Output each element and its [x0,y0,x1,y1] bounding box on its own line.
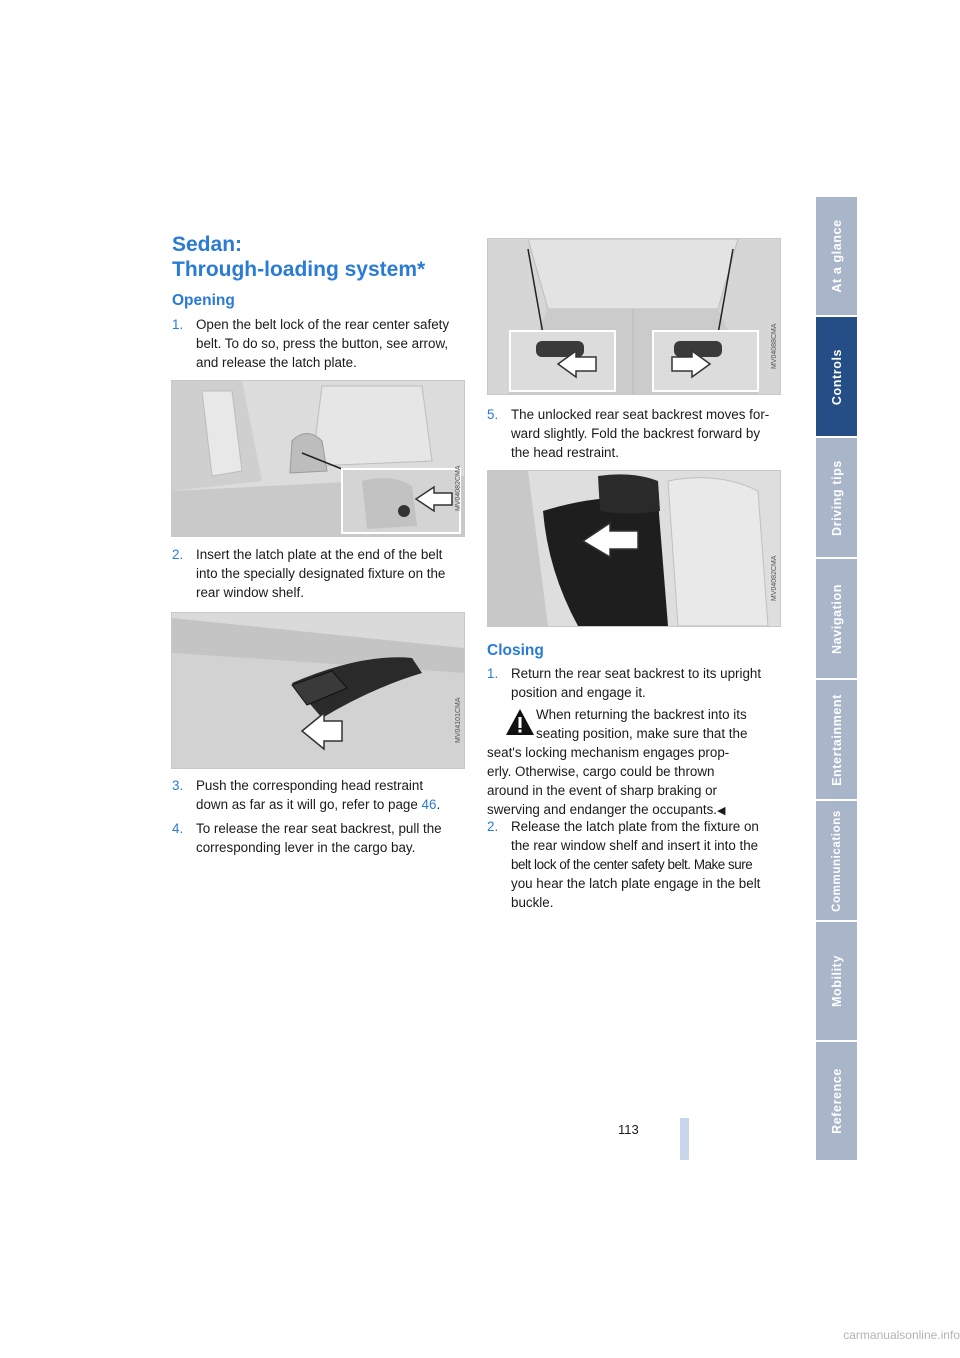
warning-line: When returning the backrest into its [536,707,747,722]
step-line: the rear window shelf and insert it into the [511,838,759,853]
step-1 [172,315,472,372]
watermark: carmanualsonline.info [843,1328,960,1342]
step-text [196,315,449,372]
tab-label: Communications [830,809,843,912]
tab-label: Reference [829,1068,844,1134]
step-line: rear window shelf. [196,585,304,600]
warning-line: around in the event of sharp braking or [487,783,718,798]
warning-line: erly. Otherwise, cargo could be thrown [487,764,715,779]
tab-reference[interactable] [816,1042,857,1160]
figure-code: MV04088CMA [771,323,778,369]
step-line: belt. To do so, press the button, see arrow, [196,336,449,351]
step-line: To release the rear seat backrest, pull the [196,821,442,836]
warning-line: seating position, make sure that the [536,726,748,741]
section-title [172,232,425,282]
step-5 [487,405,787,462]
step-line: and release the latch plate. [196,355,357,370]
page-reference-link[interactable]: 46 [421,797,437,812]
tab-controls[interactable] [816,317,857,436]
step-number: 1. [487,666,499,681]
figure-belt-lock [171,380,465,537]
tab-navigation[interactable] [816,559,857,678]
step-number: 2. [172,547,184,562]
step-line: The unlocked rear seat backrest moves for- [511,407,770,422]
section-title-line2: Through-loading system* [172,258,426,281]
step-text [511,405,769,462]
warning-text [487,705,787,821]
figure-window-shelf [171,612,465,769]
warning-line-text: swerving and endanger the occupants. [487,802,718,817]
step-line: you hear the latch plate engage in the belt [511,876,761,891]
step-line: Insert the latch plate at the end of the belt [196,547,443,562]
step-3 [172,776,472,814]
step-line: Open the belt lock of the rear center safety [196,317,450,332]
closing-step-1 [487,664,787,702]
step-4 [172,819,472,857]
page-marker [680,1118,689,1160]
step-line: Push the corresponding head restraint [196,778,424,793]
subtitle-opening: Opening [172,292,235,309]
step-line: Return the rear seat backrest to its upright [511,666,762,681]
step-number: 4. [172,821,184,836]
section-title-line1: Sedan: [172,233,243,256]
tab-label: At a glance [829,219,844,293]
warning-line: seat's locking mechanism engages prop- [487,745,730,760]
step-number: 3. [172,778,184,793]
step-line: buckle. [511,895,554,910]
subtitle-closing: Closing [487,642,544,659]
step-line: the head restraint. [511,445,619,460]
step-line: corresponding lever in the cargo bay. [196,840,416,855]
step-line-text: . [436,797,441,812]
step-text [196,545,445,602]
figure-code: MV04101CMA [455,697,462,743]
tab-label: Entertainment [829,693,844,786]
end-mark-icon: ◀ [717,805,726,817]
step-text [196,819,442,857]
tab-at-a-glance[interactable] [816,197,857,315]
step-number: 5. [487,407,499,422]
figure-code: MV04082CMA [455,465,462,511]
tab-label: Driving tips [829,459,844,536]
step-line: position and engage it. [511,685,646,700]
tab-driving-tips[interactable] [816,438,857,557]
step-number: 2. [487,819,499,834]
step-line [196,795,440,814]
tab-entertainment[interactable] [816,680,857,799]
closing-step-2 [487,817,787,912]
figure-fold-backrest [487,470,781,627]
step-number: 1. [172,317,184,332]
step-line: into the specially designated fixture on the [196,566,446,581]
step-line-text: down as far as it will go, refer to page [196,797,422,812]
step-line: Release the latch plate from the fixture on [511,819,759,834]
step-line: belt lock of the center safety belt. Make sure [511,857,753,872]
step-line: ward slightly. Fold the backrest forward by [511,426,761,441]
step-text [511,664,761,702]
page-number: 113 [618,1122,639,1137]
tab-communications[interactable] [816,801,857,920]
tab-label: Navigation [829,583,844,654]
figure-cargo-levers [487,238,781,395]
tab-label: Mobility [829,954,844,1008]
step-text [196,776,440,814]
tab-label: Controls [829,348,844,405]
tab-mobility[interactable] [816,922,857,1040]
step-text [511,817,760,912]
figure-code: MV04082CMA [771,555,778,601]
step-2 [172,545,472,602]
